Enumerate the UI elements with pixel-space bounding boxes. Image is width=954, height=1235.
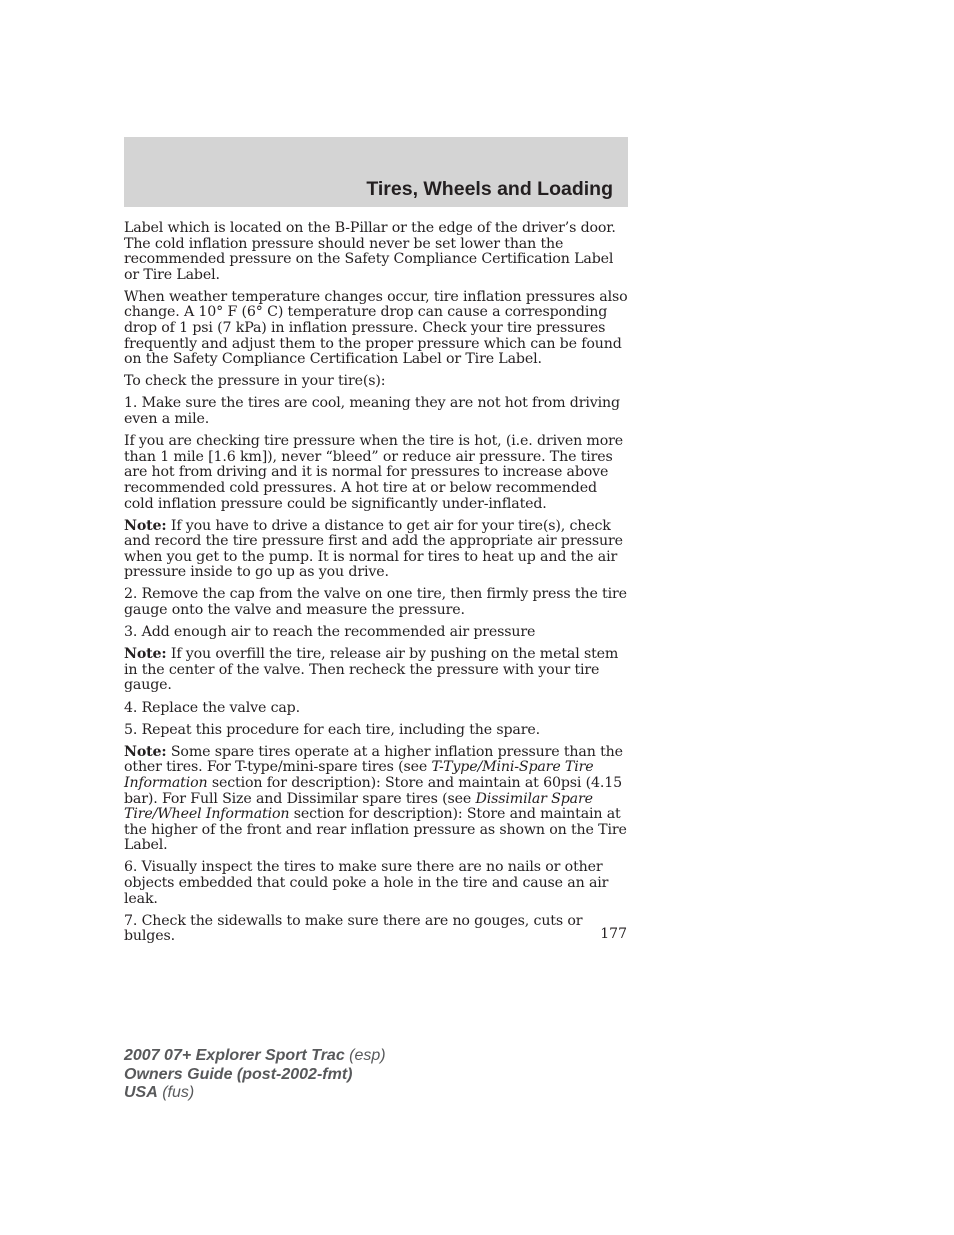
- step-4: 4. Replace the valve cap.: [124, 699, 300, 716]
- step-2: 2. Remove the cap from the valve on one tire, then firmly press the tire gauge onto the valve and measure the pressure.: [124, 586, 627, 619]
- footer-code: (fus): [157, 1084, 195, 1101]
- step-1: 1. Make sure the tires are cool, meaning they are not hot from driving even a mile.: [124, 395, 620, 428]
- body-text: [124, 221, 630, 951]
- paragraph: To check the pressure in your tire(s):: [124, 373, 386, 390]
- footer-line-2: Owners Guide (post-2002-fmt): [124, 1065, 353, 1083]
- note-label: Note:: [124, 646, 167, 663]
- section-title: Tires, Wheels and Loading: [366, 178, 613, 200]
- footer-market: USA: [124, 1084, 158, 1101]
- note-label: Note:: [124, 743, 167, 760]
- footer-model: 2007 07+ Explorer Sport Trac: [124, 1047, 345, 1064]
- step-7: 7. Check the sidewalls to make sure there are no gouges, cuts or bulges.: [124, 912, 583, 945]
- paragraph: Label which is located on the B-Pillar or the edge of the driver’s door. The cold inflation pressure should never be set lower than the recommended pressure on the Safety Compliance Certification Label or Tire Label.: [124, 220, 616, 283]
- footer-line-1: [124, 1047, 386, 1066]
- section-header-band: [124, 137, 628, 207]
- footer-code: (esp): [344, 1047, 386, 1064]
- step-5: 5. Repeat this procedure for each tire, including the spare.: [124, 721, 540, 738]
- paragraph: If you are checking tire pressure when the tire is hot, (i.e. driven more than 1 mile [1.6 km]), never “bleed” or reduce air pressure. The tires are hot from driving and it is normal for pressures to increase above recommended cold pressures. A hot tire at or below recommended cold inflation pressure could be significantly under-inflated.: [124, 433, 623, 512]
- page-number: 177: [600, 926, 627, 942]
- note-text: If you overfill the tire, release air by pushing on the metal stem in the center of the valve. Then recheck the pressure with your tire gauge.: [124, 646, 619, 694]
- note-text: Some spare tires operate at a higher inflation pressure than the other tires. For T-type/mini-spare tires (see: [124, 743, 623, 776]
- paragraph: When weather temperature changes occur, tire inflation pressures also change. A 10° F (6° C) temperature drop can cause a corresponding drop of 1 psi (7 kPa) in inflation pressure. Check your tire pressures frequently and adjust them to the proper pressure which can be found on the Safety Compliance Certification Label or Tire Label.: [124, 288, 628, 368]
- note-paragraph: [124, 519, 630, 581]
- step-6: 6. Visually inspect the tires to make sure there are no nails or other objects embedded that could poke a hole in the tire and cause an air leak.: [124, 859, 609, 907]
- document-footer: [124, 1047, 386, 1103]
- footer-line-3: [124, 1084, 386, 1103]
- note-text: If you have to drive a distance to get air for your tire(s), check and record the tire pressure first and add the appropriate air pressure when you get to the pump. It is normal for tires to heat up and the air pressure inside to go up as you drive.: [124, 517, 623, 581]
- note-paragraph: [124, 647, 630, 694]
- note-label: Note:: [124, 517, 167, 534]
- step-3: 3. Add enough air to reach the recommended air pressure: [124, 624, 536, 641]
- note-text: section for description): Store and maintain at the higher of the front and rear inflation pressure as shown on the Tire Label.: [124, 806, 627, 854]
- note-text: section for description): Store and maintain at 60psi (4.15 bar). For Full Size and Dissimilar spare tires (see: [124, 774, 623, 807]
- cross-reference: Dissimilar Spare Tire/Wheel Information: [124, 790, 593, 823]
- note-paragraph: [124, 745, 630, 854]
- cross-reference: T-Type/Mini-Spare Tire Information: [124, 759, 594, 791]
